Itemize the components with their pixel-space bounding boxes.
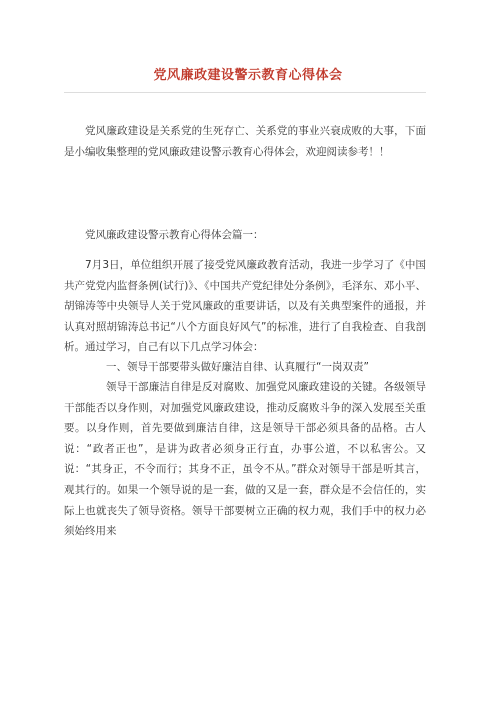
section-heading: 党风廉政建设警示教育心得体会篇一： [85,229,264,241]
intro-paragraph: 党风廉政建设是关系党的生死存亡、关系党的事业兴衰成败的大事，下面是小编收集整理的党风廉政建设警示教育心得体会，欢迎阅读参考！！ [64,125,426,158]
document-title: 党风廉政建设警示教育心得体会 [153,68,343,83]
body-paragraph-1: 7月3日，单位组织开展了接受党风廉政教育活动，我进一步学习了《中国共产党党内监督条例(试行)》、《中国共产党纪律处分条例》，毛泽东、邓小平、胡锦涛等中央领导人关于党风廉政的重要讲话，以及有关典型案件的通报，并认真对照胡锦涛总书记“八个方面良好风气”的标准，进行了自我检查、自我剖析。通过学习，自己有以下几点学习体会： [64,259,426,354]
title-divider [64,92,426,93]
body-paragraph-2: 领导干部廉洁自律是反对腐败、加强党风廉政建设的关键。各级领导干部能否以身作则，对加强党风廉政建设，推动反腐败斗争的深入发展至关重要。以身作则，首先要做到廉洁自律，这是领导干部必须具备的品格。古人说：“政者正也”，是讲为政者必须身正行直，办事公道，不以私害公。又说：“其身正，不令而行；其身不正，虽令不从。”群众对领导干部是听其言，观其行的。如果一个领导说的是一套，做的又是一套，群众是不会信任的，实际上也就丧失了领导资格。领导干部要树立正确的权力观，我们手中的权力必须始终用来 [64,381,426,538]
point-heading-1: 一、领导干部要带头做好廉洁自律、认真履行“一岗双责” [106,361,369,373]
